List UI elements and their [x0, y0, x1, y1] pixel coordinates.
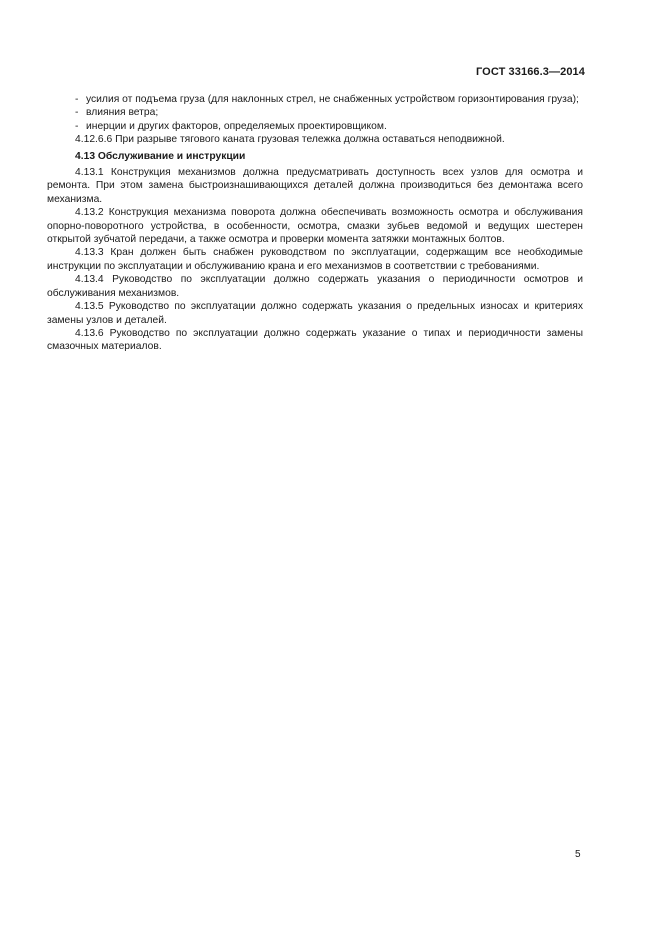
paragraph-4-13-6: 4.13.6 Руководство по эксплуатации должно содержать указание о типах и периодичности замены смазочных материалов. [47, 327, 583, 353]
section-title-4-13: 4.13 Обслуживание и инструкции [75, 150, 246, 162]
list-item-text: усилия от подъема груза (для наклонных стрел, не снабженных устройством горизонтирования груза); [86, 94, 579, 105]
paragraph-4-13-2: 4.13.2 Конструкция механизма поворота должна обеспечивать возможность осмотра и обслуживания опорно-поворотного устройства, в особенности, осмотра, смазки зубьев ведомой и ведущих шестерен открытой зубчатой передачи, а также осмотра и проверки момента затяжки монтажных болтов. [47, 207, 583, 246]
list-item [47, 120, 583, 133]
document-body [47, 93, 583, 354]
page-number: 5 [575, 849, 581, 860]
paragraph-4-13-3: 4.13.3 Кран должен быть снабжен руководством по эксплуатации, содержащим все необходимые инструкции по эксплуатации и обслуживанию крана и его механизмов в соответствии с требованиями. [47, 247, 583, 272]
list-dash: - [75, 94, 79, 105]
standard-code-header: ГОСТ 33166.3—2014 [475, 66, 585, 78]
paragraph-4-13-5: 4.13.5 Руководство по эксплуатации должно содержать указания о предельных износах и критериях замены узлов и деталей. [47, 301, 583, 326]
paragraph-4-12-6-6: 4.12.6.6 При разрыве тягового каната грузовая тележка должна оставаться неподвижной. [75, 134, 505, 146]
list-item [47, 93, 583, 106]
list-item-text: инерции и других факторов, определяемых проектировщиком. [86, 120, 387, 132]
list-item [47, 106, 583, 119]
paragraph-4-13-1: 4.13.1 Конструкция механизмов должна предусматривать доступность всех узлов для осмотра и ремонта. При этом замена быстроизнашивающихся деталей должна производиться без демонтажа всего механизма. [47, 167, 583, 205]
list-dash: - [75, 107, 79, 119]
list-item-text: влияния ветра; [86, 107, 159, 119]
list-dash: - [75, 120, 79, 132]
paragraph-4-13-4: 4.13.4 Руководство по эксплуатации должно содержать указания о периодичности осмотров и обслуживания механизмов. [47, 274, 583, 299]
